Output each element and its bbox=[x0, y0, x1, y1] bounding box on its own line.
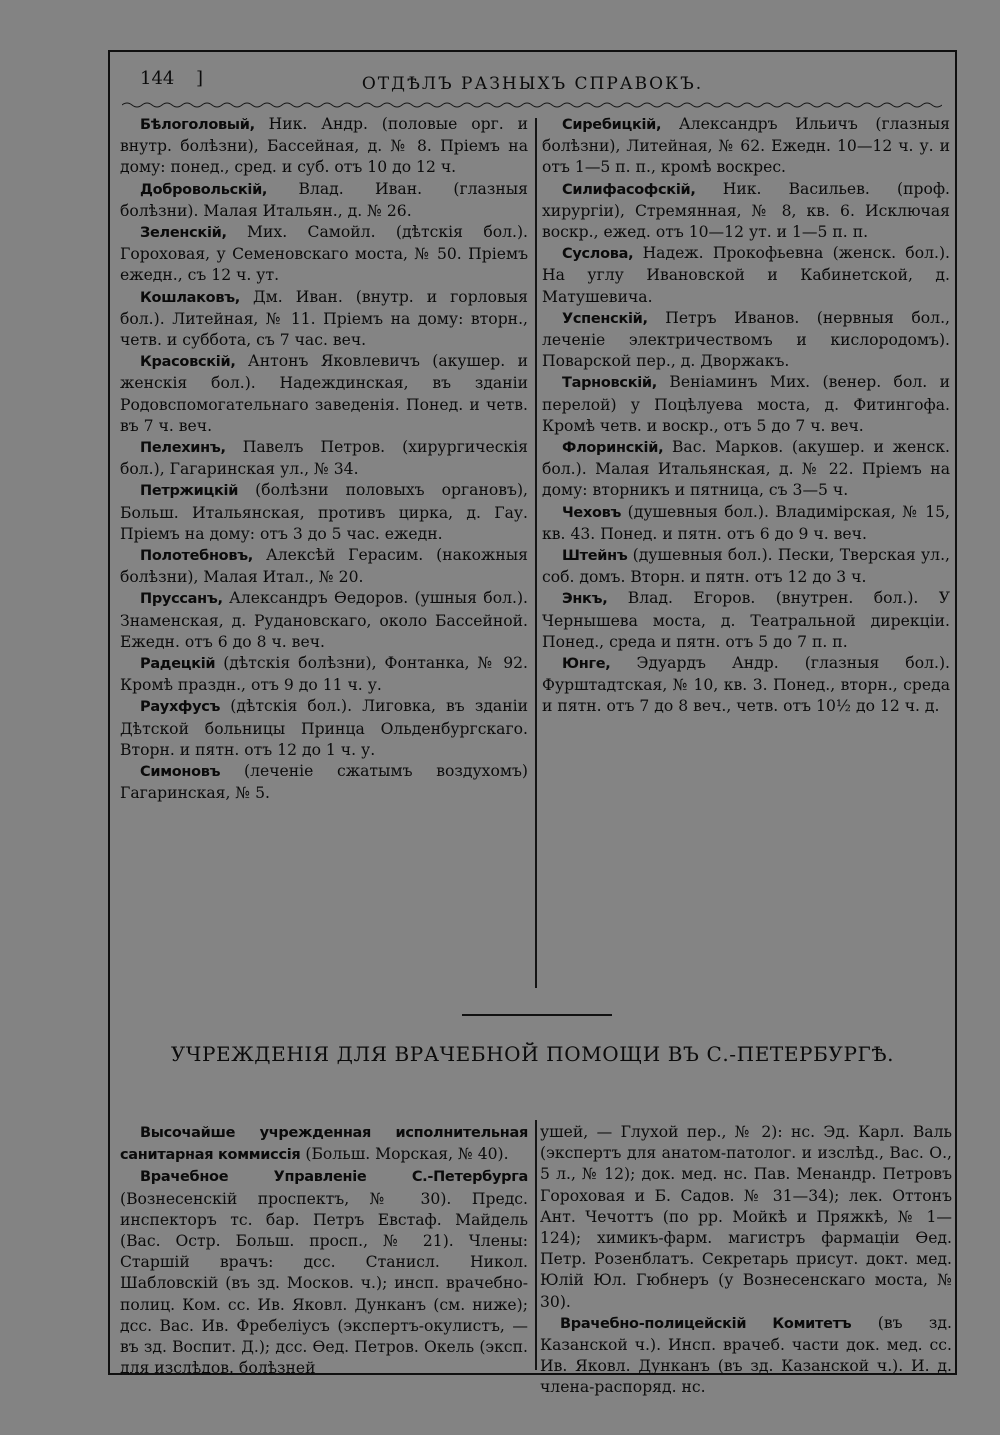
entry-text: (дѣтскія болѣзни), Фонтанка, № 92. Кромѣ праздн., отъ 9 до 11 ч. у. bbox=[120, 654, 528, 695]
entry-text: Мих. Самойл. (дѣтскія бол.). Гороховая, у Семеновскаго моста, № 50. Пріемъ ежедн., съ 12 ч. ут. bbox=[120, 223, 528, 285]
entry-text: Веніаминъ Мих. (венер. бол. и перелой) у Поцѣлуева моста, д. Фитингофа. Кромѣ четв. и воскр., отъ 5 до 7 ч. веч. bbox=[542, 373, 950, 435]
entry-text: Алексѣй Герасим. (накожныя болѣзни), Малая Итал., № 20. bbox=[120, 546, 528, 587]
entry-name: Врачебное Управленіе С.-Петербурга bbox=[140, 1169, 528, 1186]
section-title: УЧРЕЖДЕНІЯ ДЛЯ ВРАЧЕБНОЙ ПОМОЩИ ВЪ С.-ПЕТЕРБУРГѢ. bbox=[170, 1042, 895, 1066]
entry-name: Бѣлоголовый, bbox=[140, 117, 255, 133]
entry-name: Пелехинъ, bbox=[140, 440, 226, 457]
entry-name: Тарновскій, bbox=[562, 375, 657, 392]
entry-name: Раухфусъ bbox=[140, 699, 221, 716]
entry-text: Влад. Иван. (глазныя болѣзни). Малая Итальян., д. № 26. bbox=[120, 179, 528, 220]
entry-text: (Вознесенскій проспектъ, № 30). Предс. инспекторъ тс. бар. Петръ Евстаф. Майдель (Вас. Остр. Больш. просп., № 21). Члены: Старшій врачъ: дсс. Станисл. Никол. Шабловскій (въ зд. Москов. ч.); инсп. врачебно-полиц. Ком. сс. Ив. Яковл. Дунканъ (см. ниже); дсс. Вас. Ив. Фребеліусъ (экспертъ-окулистъ, — въ зд. Воспит. Д.); дсс. Ѳед. Петров. Окель (эксп. для изслѣдов. болѣзней bbox=[120, 1189, 528, 1378]
directory-entry bbox=[120, 351, 528, 437]
entry-text: (Больш. Морская, № 40). bbox=[300, 1145, 509, 1164]
left-column-top bbox=[120, 114, 528, 805]
entry-text: (дѣтскія бол.). Лиговка, въ зданіи Дѣтской больницы Принца Ольденбургскаго. Вторн. и пятн. отъ 12 до 1 ч. у. bbox=[120, 697, 528, 759]
directory-entry bbox=[120, 480, 528, 545]
directory-entry bbox=[542, 308, 950, 373]
entry-text: (въ зд. Казанской ч.). Инсп. врачеб. части док. мед. сс. Ив. Яковл. Дунканъ (въ зд. Казанской ч.). И. д. члена-распоряд. нс. bbox=[540, 1313, 952, 1397]
entry-text: Эдуардъ Андр. (глазныя бол.). Фурштадтская, № 10, кв. 3. Понед., вторн., среда и пятн. отъ 7 до 8 веч., четв. отъ 10½ до 12 ч. д. bbox=[542, 654, 950, 716]
directory-entry bbox=[120, 287, 528, 352]
entry-name: Кошлаковъ, bbox=[140, 289, 241, 306]
directory-entry bbox=[120, 588, 528, 653]
entry-name: Полотебновъ, bbox=[140, 548, 254, 565]
entry-text: ушей, — Глухой пер., № 2): нс. Эд. Карл. Валь (экспертъ для анатом-патолог. и изслѣд., Вас. О., 5 л., № 12); док. мед. нс. Пав. Менандр. Петровъ Гороховая и Б. Садов. № 31—34); лек. Оттонъ Ант. Чечоттъ (по рр. Мойкѣ и Пряжкѣ, № 1—124); химикъ-фарм. магистръ фармаціи Ѳед. Петр. Розенблатъ. Секретарь присут. докт. мед. Юлій Юл. Гюбнеръ (у Вознесенскаго моста, № 30). bbox=[540, 1123, 952, 1311]
entry-name: Высочайше учрежденная исполнительная санитарная коммиссія bbox=[120, 1125, 528, 1164]
entry-text: Антонъ Яковлевичъ (акушер. и женскія бол.). Надеждинская, въ зданіи Родовспомогательнаго заведенія. Понед. и четв. въ 7 ч. веч. bbox=[120, 352, 528, 435]
directory-entry bbox=[120, 761, 528, 804]
directory-entry bbox=[542, 179, 950, 244]
entry-name: Сиребицкій, bbox=[562, 117, 662, 133]
entry-text: (леченіе сжатымъ воздухомъ) Гагаринская, № 5. bbox=[120, 762, 528, 803]
left-column-bottom bbox=[120, 1122, 528, 1379]
running-title: ОТДѢЛЪ РАЗНЫХЪ СПРАВОКЪ. bbox=[361, 74, 704, 94]
section-divider bbox=[462, 1014, 612, 1016]
entry-text: Александръ Ильичъ (глазныя болѣзни), Литейная, № 62. Ежедн. 10—12 ч. у. и отъ 1—5 п. п., кромѣ воскрес. bbox=[542, 115, 950, 177]
column-divider-bottom bbox=[535, 1120, 537, 1370]
directory-entry bbox=[542, 588, 950, 653]
directory-entry bbox=[120, 1166, 528, 1379]
directory-entry bbox=[120, 545, 528, 588]
entry-text: (душевныя бол.). Владимірская, № 15, кв. 43. Понед. и пятн. отъ 6 до 9 ч. веч. bbox=[542, 502, 950, 543]
page-number-bracket: ] bbox=[196, 68, 204, 89]
entry-text: Дм. Иван. (внутр. и горловыя бол.). Литейная, № 11. Пріемъ на дому: вторн., четв. и суббота, съ 7 час. веч. bbox=[120, 287, 528, 350]
entry-name: Энкъ, bbox=[562, 591, 608, 608]
directory-entry bbox=[120, 653, 528, 696]
directory-entry bbox=[542, 545, 950, 588]
book-page bbox=[108, 50, 957, 1397]
directory-entry bbox=[120, 437, 528, 480]
entry-name: Красовскій, bbox=[140, 354, 236, 371]
entry-name: Штейнъ bbox=[562, 548, 628, 565]
entry-name: Чеховъ bbox=[562, 504, 622, 521]
column-divider-top bbox=[535, 118, 537, 988]
directory-entry bbox=[120, 696, 528, 761]
directory-entry bbox=[540, 1313, 952, 1399]
directory-entry bbox=[542, 653, 950, 718]
wavy-rule bbox=[122, 100, 942, 110]
directory-entry bbox=[542, 502, 950, 545]
entry-name: Успенскій, bbox=[562, 310, 648, 327]
entry-text: Павелъ Петров. (хирургическія бол.), Гагаринская ул., № 34. bbox=[120, 438, 528, 479]
directory-entry bbox=[120, 1122, 528, 1166]
directory-entry bbox=[542, 114, 950, 179]
entry-text: Ник. Васильев. (проф. хирургіи), Стремянная, № 8, кв. 6. Исключая воскр., ежед. отъ 10—12 ут. и 1—5 п. п. bbox=[542, 179, 950, 242]
entry-name: Суслова, bbox=[562, 246, 634, 263]
directory-entry bbox=[542, 437, 950, 502]
entry-text: (душевныя бол.). Пески, Тверская ул., соб. домъ. Вторн. и пятн. отъ 12 до 3 ч. bbox=[542, 546, 950, 587]
entry-name: Флоринскій, bbox=[562, 440, 664, 457]
entry-text: (болѣзни половыхъ органовъ), Больш. Итальянская, противъ цирка, д. Гау. Пріемъ на дому: отъ 3 до 5 час. ежедн. bbox=[120, 481, 528, 543]
directory-entry bbox=[120, 179, 528, 222]
entry-text: Александръ Ѳедоров. (ушныя бол.). Знаменская, д. Рудановскаго, около Бассейной. Ежедн. отъ 6 до 8 ч. веч. bbox=[120, 589, 528, 651]
directory-entry bbox=[540, 1122, 952, 1313]
entry-name: Петржицкій bbox=[140, 483, 239, 500]
directory-entry bbox=[120, 222, 528, 287]
directory-entry bbox=[542, 372, 950, 437]
entry-text: Влад. Егоров. (внутрен. бол.). У Чернышева моста, д. Театральной дирекціи. Понед., среда и пятн. отъ 5 до 7 п. п. bbox=[542, 589, 950, 651]
entry-name: Добровольскій, bbox=[140, 181, 268, 198]
directory-entry bbox=[542, 243, 950, 308]
directory-entry bbox=[120, 114, 528, 179]
entry-name: Радецкій bbox=[140, 656, 216, 673]
right-column-bottom bbox=[540, 1122, 952, 1399]
entry-text: Вас. Марков. (акушер. и женск. бол.). Малая Итальянская, д. № 22. Пріемъ на дому: вторникъ и пятница, съ 3—5 ч. bbox=[542, 438, 950, 500]
entry-name: Силифасофскій, bbox=[562, 181, 696, 198]
entry-name: Пруссанъ, bbox=[140, 591, 223, 608]
entry-name: Зеленскій, bbox=[140, 225, 227, 242]
right-column-top bbox=[542, 114, 950, 718]
entry-name: Юнге, bbox=[562, 656, 611, 673]
entry-text: Ник. Андр. (половые орг. и внутр. болѣзни), Бассейная, д. № 8. Пріемъ на дому: понед., сред. и суб. отъ 10 до 12 ч. bbox=[120, 115, 528, 177]
entry-name: Симоновъ bbox=[140, 764, 221, 781]
entry-text: Надеж. Прокофьевна (женск. бол.). На углу Ивановской и Кабинетской, д. Матушевича. bbox=[542, 244, 950, 306]
entry-name: Врачебно-полицейскій Комитетъ bbox=[560, 1315, 852, 1332]
entry-text: Петръ Иванов. (нервныя бол., леченіе электричествомъ и кислородомъ). Поварской пер., д. Дворжакъ. bbox=[542, 308, 950, 371]
page-number: 144 bbox=[140, 68, 175, 89]
